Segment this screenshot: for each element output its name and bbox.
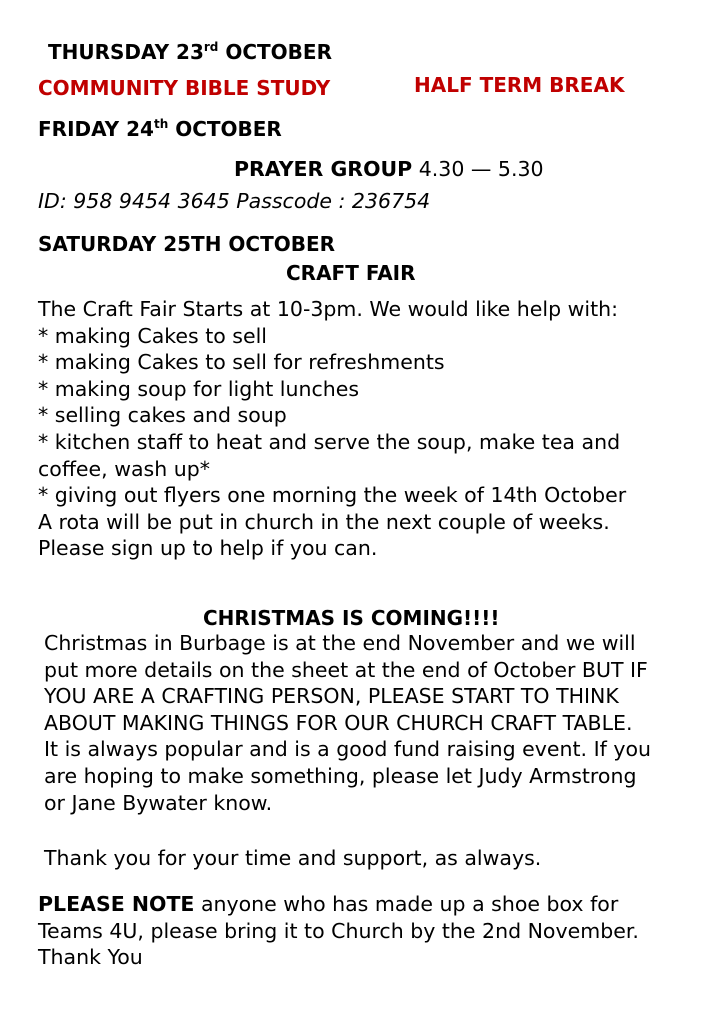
craft-fair-line: Please sign up to help if you can. <box>38 536 378 561</box>
christmas-line: put more details on the sheet at the end of October BUT IF <box>44 657 648 682</box>
craft-fair-line: * kitchen staff to heat and serve the soup, make tea and <box>38 429 621 454</box>
craft-fair-line: * making Cakes to sell <box>38 323 267 348</box>
christmas-line: Christmas in Burbage is at the end November and we will <box>44 631 636 655</box>
christmas-line: are hoping to make something, please let Judy Armstrong <box>44 763 637 788</box>
thursday-month: OCTOBER <box>218 40 332 64</box>
craft-fair-line: * making soup for light lunches <box>38 376 360 401</box>
christmas-line: YOU ARE A CRAFTING PERSON, PLEASE START TO THINK <box>44 684 619 709</box>
craft-fair-heading: CRAFT FAIR <box>286 261 416 285</box>
christmas-line: ABOUT MAKING THINGS FOR OUR CHURCH CRAFT TABLE. <box>44 710 633 735</box>
craft-fair-line: * making Cakes to sell for refreshments <box>38 350 445 375</box>
craft-fair-line: coffee, wash up* <box>38 456 210 481</box>
please-note-line-2: Teams 4U, please bring it to Church by the 2nd November. <box>38 918 639 943</box>
craft-fair-line: * selling cakes and soup <box>38 403 287 428</box>
craft-fair-details <box>38 296 626 562</box>
friday-month: OCTOBER <box>168 117 282 141</box>
christmas-details <box>44 630 651 816</box>
christmas-heading: CHRISTMAS IS COMING!!!! <box>203 606 500 630</box>
christmas-line: or Jane Bywater know. <box>44 790 273 815</box>
craft-fair-line: * giving out flyers one morning the week of 14th October <box>38 483 627 508</box>
thursday-day-suffix: rd <box>203 40 219 54</box>
thursday-heading <box>48 40 332 64</box>
half-term-break-label: HALF TERM BREAK <box>414 73 625 97</box>
craft-fair-line: A rota will be put in church in the next couple of weeks. <box>38 509 610 534</box>
prayer-group-line <box>234 156 544 183</box>
please-note-line-3: Thank You <box>38 945 143 970</box>
community-bible-study-label: COMMUNITY BIBLE STUDY <box>38 76 331 100</box>
prayer-group-label: PRAYER GROUP <box>234 157 413 181</box>
meeting-id-passcode: ID: 958 9454 3645 Passcode : 236754 <box>38 189 431 213</box>
saturday-heading: SATURDAY 25TH OCTOBER <box>38 232 336 256</box>
please-note-line-1 <box>38 891 639 918</box>
craft-fair-line: The Craft Fair Starts at 10-3pm. We would like help with: <box>38 297 619 321</box>
thursday-day: THURSDAY 23 <box>48 40 204 64</box>
friday-day: FRIDAY 24 <box>38 117 154 141</box>
christmas-line: It is always popular and is a good fund raising event. If you <box>44 737 652 762</box>
thank-you-line: Thank you for your time and support, as always. <box>44 846 542 870</box>
friday-heading <box>38 117 282 141</box>
friday-day-suffix: th <box>153 117 169 131</box>
please-note-text: anyone who has made up a shoe box for <box>194 892 619 916</box>
please-note-label: PLEASE NOTE <box>38 892 195 916</box>
prayer-group-time: 4.30 — 5.30 <box>412 157 544 181</box>
please-note-block <box>38 891 639 971</box>
